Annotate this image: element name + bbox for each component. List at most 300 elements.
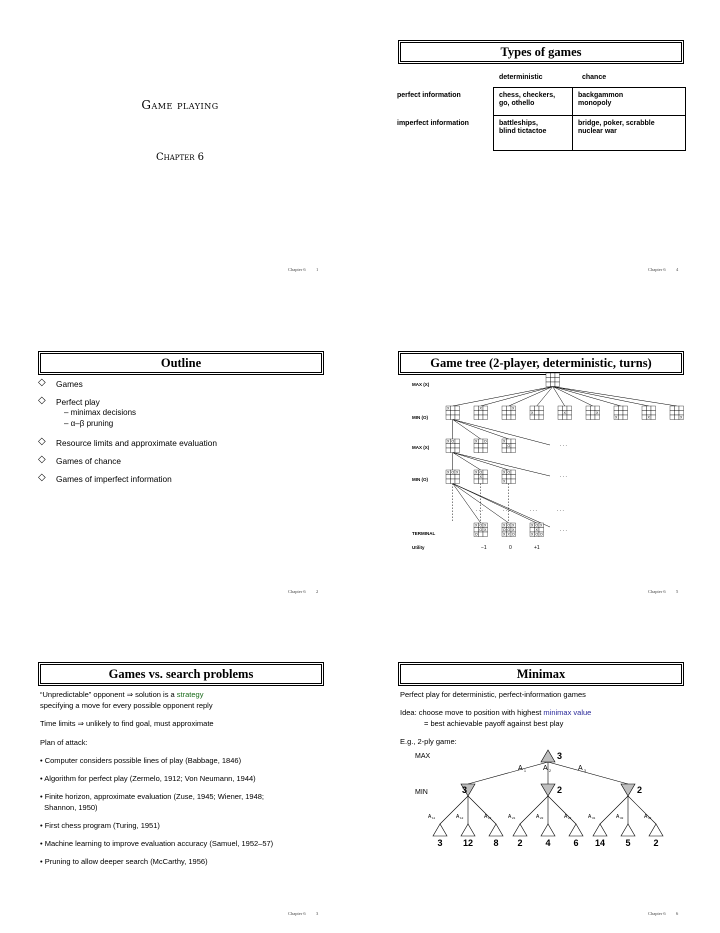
board-cell	[479, 439, 484, 444]
board-cell	[539, 411, 544, 416]
board-cell	[511, 479, 516, 484]
outline-subitem: – α–β pruning	[64, 419, 114, 428]
board-cell	[511, 470, 516, 475]
board-cell	[507, 406, 512, 411]
board-cell	[451, 475, 456, 480]
board	[558, 406, 572, 420]
tree-edge	[553, 387, 649, 407]
bullet-item: • Finite horizon, approximate evaluation (Zuse, 1945; Wiener, 1948;	[40, 792, 265, 801]
board-cell	[502, 406, 507, 411]
leaf-value: 2	[517, 838, 523, 848]
slide-3	[0, 311, 360, 622]
leaf-node-triangle	[461, 824, 475, 836]
leaf-move-label: A	[508, 814, 512, 820]
board-cell	[679, 411, 684, 416]
board-cell	[474, 444, 479, 449]
board-cell	[474, 406, 479, 411]
board-mark: X	[503, 470, 506, 475]
types-grid	[493, 87, 686, 151]
board-mark: O	[483, 439, 487, 444]
min-value: 2	[557, 785, 563, 795]
board	[474, 470, 488, 484]
leaf-node-triangle	[593, 824, 607, 836]
leaf-move-label: A	[616, 814, 620, 820]
board-cell	[642, 411, 647, 416]
board-cell	[619, 411, 624, 416]
board-cell	[511, 444, 516, 449]
board-cell	[474, 475, 479, 480]
paragraph: = best achievable payoff against best play	[424, 719, 564, 728]
board-cell	[474, 528, 479, 533]
board-cell	[623, 411, 628, 416]
leaf-move-label: A	[588, 814, 592, 820]
board	[670, 406, 684, 420]
slide-1-footer: Chapter 6	[288, 267, 306, 272]
board-mark: X	[512, 528, 515, 532]
tree-edge	[520, 796, 548, 824]
board-mark: X	[503, 479, 506, 484]
root-board	[546, 373, 560, 387]
board-cell	[483, 415, 488, 420]
board-cell	[451, 448, 456, 453]
slide-5-title: Games vs. search problems	[40, 664, 322, 684]
move-label: A	[518, 765, 523, 772]
leaf-node-triangle	[541, 824, 555, 836]
leaf-move-subscript: 33	[648, 816, 652, 820]
bullet-item: • Computer considers possible lines of play (Babbage, 1846)	[40, 756, 242, 765]
board-cell	[591, 415, 596, 420]
diamond-bullet-icon: ◇	[38, 436, 46, 447]
leaf-move-label: A	[536, 814, 540, 820]
move-subscript: 1	[524, 769, 526, 773]
board-cell	[479, 411, 484, 416]
board-cell	[586, 411, 591, 416]
leaf-move-subscript: 22	[540, 816, 544, 820]
board-cell	[451, 479, 456, 484]
board-cell	[507, 475, 512, 480]
board-cell	[614, 406, 619, 411]
board-mark: O	[539, 532, 543, 537]
text-run: Idea: choose move to position with highest	[400, 708, 544, 717]
tree-edge	[453, 484, 481, 524]
board-mark: X	[615, 415, 618, 420]
board	[446, 439, 460, 453]
outline-subitem: – minimax decisions	[64, 408, 137, 417]
board-cell	[623, 415, 628, 420]
board	[446, 406, 460, 420]
board-cell	[530, 415, 535, 420]
tree-edge	[628, 796, 656, 824]
board-mark: O	[507, 523, 511, 528]
slide-2	[360, 0, 720, 311]
board-cell	[474, 415, 479, 420]
board-mark: O	[507, 470, 511, 475]
paragraph: specifying a move for every possible opponent reply	[40, 701, 213, 710]
board-cell	[446, 475, 451, 480]
root-value: 3	[557, 751, 563, 761]
board-mark: X	[503, 532, 506, 537]
leaf-value: 5	[625, 838, 631, 848]
board-cell	[455, 444, 460, 449]
leaf-move-subscript: 11	[432, 816, 436, 820]
ellipsis: . . .	[560, 442, 567, 448]
leaf-node-triangle	[433, 824, 447, 836]
board-mark: X	[531, 523, 534, 528]
diamond-bullet-icon: ◇	[38, 472, 46, 483]
board-cell	[507, 439, 512, 444]
leaf-value: 2	[653, 838, 659, 848]
board-cell	[507, 448, 512, 453]
board-cell	[567, 411, 572, 416]
tree-edge	[453, 420, 550, 446]
board-cell	[539, 406, 544, 411]
board-cell	[479, 415, 484, 420]
board-cell	[567, 406, 572, 411]
board-cell	[479, 448, 484, 453]
board-cell	[619, 406, 624, 411]
board-mark: O	[479, 523, 483, 528]
tree-edge	[453, 387, 553, 407]
board-mark: X	[647, 415, 650, 420]
tree-edge	[468, 762, 548, 784]
outline-item: Perfect play	[56, 397, 100, 407]
board-cell	[451, 444, 456, 449]
leaf-node-triangle	[569, 824, 583, 836]
board-cell	[614, 411, 619, 416]
slide-5-page-number: 3	[316, 911, 319, 916]
minimax-tree	[400, 748, 720, 848]
move-subscript: 2	[549, 769, 551, 773]
slide-3-footer: Chapter 6	[288, 589, 306, 594]
board-mark: X	[475, 523, 478, 528]
board-cell	[455, 475, 460, 480]
min-value: 3	[462, 785, 468, 795]
move-label: A	[578, 765, 583, 772]
board-cell	[446, 448, 451, 453]
leaf-move-label: A	[428, 814, 432, 820]
board-cell	[483, 411, 488, 416]
board-mark: X	[503, 523, 506, 528]
board-mark: O	[502, 528, 506, 532]
slide-5	[0, 622, 360, 933]
ellipsis: . . .	[560, 473, 567, 479]
leaf-move-subscript: 13	[488, 816, 492, 820]
board	[502, 406, 516, 420]
board-cell	[483, 448, 488, 453]
board-cell	[563, 406, 568, 411]
outline-item: Games of chance	[56, 456, 122, 466]
board-cell	[551, 373, 556, 378]
board-cell	[647, 406, 652, 411]
board-mark: O	[479, 470, 483, 475]
board-cell	[511, 439, 516, 444]
strategy-term: strategy	[176, 690, 204, 699]
board-cell	[647, 411, 652, 416]
tree-edge	[548, 796, 576, 824]
board-cell	[555, 373, 560, 378]
tree-edge	[600, 796, 628, 824]
board-cell	[483, 470, 488, 475]
board-cell	[502, 448, 507, 453]
board-cell	[530, 406, 535, 411]
board-cell	[507, 479, 512, 484]
leaf-move-subscript: 32	[620, 816, 624, 820]
board	[446, 470, 460, 484]
board-cell	[642, 415, 647, 420]
board-mark: X	[507, 532, 510, 537]
board-cell	[502, 475, 507, 480]
board-cell	[558, 411, 563, 416]
slide-6-footer: Chapter 6	[648, 911, 666, 916]
board-mark: X	[475, 470, 478, 475]
leaf-move-label: A	[564, 814, 568, 820]
slide-3-title: Outline	[40, 353, 322, 373]
ellipsis: . . .	[530, 507, 537, 513]
board-mark: X	[475, 439, 478, 444]
tree-edge	[453, 420, 481, 440]
board-mark: X	[531, 411, 534, 415]
tree-edge	[481, 387, 553, 407]
leaf-move-subscript: 12	[460, 816, 464, 820]
board-cell	[563, 415, 568, 420]
board-mark: X	[447, 470, 450, 475]
board-cell	[675, 406, 680, 411]
board-mark: O	[507, 528, 511, 532]
slide-4-title: Game tree (2-player, deterministic, turns)	[400, 353, 682, 373]
ellipsis: . . .	[560, 527, 567, 533]
tree-edge	[468, 796, 496, 824]
row-label-perfect: perfect information	[397, 92, 461, 99]
board-cell	[535, 406, 540, 411]
slide-2-page-number: 4	[676, 267, 679, 272]
utility-value: +1	[534, 545, 540, 551]
board-cell	[591, 406, 596, 411]
tree-edge	[553, 387, 677, 407]
tree-edge	[453, 453, 509, 471]
grid-hline	[494, 115, 685, 116]
grid-vline	[572, 88, 573, 150]
bullet-item: Shannon, 1950)	[40, 803, 98, 812]
board-mark: X	[540, 523, 543, 528]
board-cell	[619, 415, 624, 420]
paragraph: Time limits ⇒ unlikely to find goal, must approximate	[40, 719, 214, 728]
board-cell	[455, 415, 460, 420]
board-mark: O	[479, 528, 483, 532]
board-mark: O	[474, 532, 478, 537]
board-cell	[591, 411, 596, 416]
leaf-value: 4	[545, 838, 551, 848]
board-cell	[474, 411, 479, 416]
board-cell	[642, 406, 647, 411]
level-label: MIN (O)	[412, 477, 428, 482]
tree-edge	[453, 453, 481, 471]
board-cell	[539, 528, 544, 533]
slide-4	[360, 311, 720, 622]
board-cell	[474, 448, 479, 453]
board-cell	[535, 411, 540, 416]
tree-edge	[453, 453, 550, 477]
board-mark: X	[484, 523, 487, 528]
board-cell	[679, 406, 684, 411]
terminal-board	[530, 523, 544, 537]
level-label: TERMINAL	[412, 531, 436, 536]
level-label: MAX (X)	[412, 445, 430, 450]
tree-edge	[509, 387, 553, 407]
board-cell	[451, 406, 456, 411]
slide-3-page-number: 2	[316, 589, 319, 594]
board	[642, 406, 656, 420]
board	[502, 439, 516, 453]
board-cell	[595, 406, 600, 411]
board-cell	[483, 479, 488, 484]
level-label: MIN (O)	[412, 415, 428, 420]
board-cell	[483, 532, 488, 537]
leaf-node-triangle	[489, 824, 503, 836]
level-label: Utility	[412, 545, 425, 550]
paragraph	[40, 690, 203, 699]
board-cell	[670, 415, 675, 420]
leaf-move-label: A	[484, 814, 488, 820]
slide-1	[0, 0, 360, 311]
outline-item: Games	[56, 379, 83, 389]
board	[614, 406, 628, 420]
ellipsis: . . .	[557, 507, 564, 513]
paragraph: E.g., 2-ply game:	[400, 737, 457, 746]
slide-6-page-number: 6	[676, 911, 679, 916]
board-cell	[567, 415, 572, 420]
board-cell	[502, 444, 507, 449]
row-label-imperfect: imperfect information	[397, 120, 469, 127]
bullet-item: • Algorithm for perfect play (Zermelo, 1912; Von Neumann, 1944)	[40, 774, 256, 783]
board-cell	[546, 382, 551, 387]
utility-value: 0	[509, 545, 512, 551]
board-cell	[586, 406, 591, 411]
board-cell	[530, 528, 535, 533]
leaf-move-subscript: 23	[568, 816, 572, 820]
leaf-node-triangle	[513, 824, 527, 836]
paragraph: Plan of attack:	[40, 738, 88, 747]
leaf-value: 8	[493, 838, 499, 848]
leaf-move-label: A	[456, 814, 460, 820]
bullet-item: • Machine learning to improve evaluation accuracy (Samuel, 1952–57)	[40, 839, 274, 848]
board-cell	[551, 382, 556, 387]
tree-edge	[453, 420, 509, 440]
board-cell	[483, 406, 488, 411]
leaf-value: 6	[573, 838, 579, 848]
slide-6-title: Minimax	[400, 664, 682, 684]
min-node-triangle	[541, 784, 555, 796]
board-cell	[502, 415, 507, 420]
min-value: 2	[637, 785, 643, 795]
terminal-board	[474, 523, 488, 537]
board-cell	[483, 444, 488, 449]
board-cell	[623, 406, 628, 411]
board-cell	[446, 444, 451, 449]
text-run: “Unpredictable” opponent ⇒ solution is a	[40, 690, 177, 699]
board-mark: X	[479, 475, 482, 479]
slide-4-page-number: 5	[676, 589, 679, 594]
board-mark: X	[479, 406, 482, 411]
board-cell	[511, 475, 516, 480]
board-cell	[555, 382, 560, 387]
leaf-value: 14	[594, 838, 606, 848]
move-label: A	[543, 765, 548, 772]
board-mark: O	[451, 470, 455, 475]
board	[474, 439, 488, 453]
board-mark: X	[447, 406, 450, 411]
board-cell	[539, 415, 544, 420]
slide-6	[360, 622, 720, 933]
diamond-bullet-icon: ◇	[38, 395, 46, 406]
leaf-move-subscript: 31	[592, 816, 596, 820]
board-cell	[507, 415, 512, 420]
board-cell	[535, 415, 540, 420]
board-mark: O	[507, 444, 511, 448]
board-cell	[455, 439, 460, 444]
slide-1-title: Game playing	[141, 98, 219, 112]
cell-perfect-deterministic: chess, checkers, go, othello	[499, 92, 556, 107]
cell-imperfect-deterministic: battleships, blind tictactoe	[499, 120, 547, 135]
board-cell	[670, 406, 675, 411]
leaf-value: 12	[462, 838, 474, 848]
max-node-triangle	[541, 750, 555, 762]
cell-perfect-chance: backgammon monopoly	[578, 92, 624, 107]
cell-imperfect-chance: bridge, poker, scrabble nuclear war	[578, 120, 655, 135]
tree-edge	[548, 762, 628, 784]
board-cell	[474, 479, 479, 484]
tree-edge	[537, 387, 553, 407]
board-cell	[586, 415, 591, 420]
board-cell	[511, 411, 516, 416]
outline-item: Resource limits and approximate evaluation	[56, 438, 217, 448]
board-cell	[651, 415, 656, 420]
board-cell	[675, 411, 680, 416]
leaf-move-label: A	[644, 814, 648, 820]
board-cell	[507, 411, 512, 416]
board-cell	[455, 411, 460, 416]
slide-2-title: Types of games	[400, 42, 682, 62]
board-mark: O	[511, 532, 515, 537]
max-label: MAX	[415, 753, 431, 760]
slide-2-footer: Chapter 6	[648, 267, 666, 272]
board-cell	[455, 406, 460, 411]
board-cell	[670, 411, 675, 416]
board-mark: X	[456, 470, 459, 475]
board-mark: X	[531, 532, 534, 537]
bullet-item: • First chess program (Turing, 1951)	[40, 821, 160, 830]
terminal-board	[502, 523, 516, 537]
board-cell	[455, 448, 460, 453]
slide-5-footer: Chapter 6	[288, 911, 306, 916]
col-header-chance: chance	[582, 74, 607, 81]
board-mark: X	[680, 415, 683, 420]
board-cell	[451, 415, 456, 420]
board-cell	[546, 378, 551, 383]
board-mark: X	[484, 528, 487, 532]
board-mark: X	[503, 439, 506, 444]
col-header-deterministic: deterministic	[499, 74, 543, 81]
board	[530, 406, 544, 420]
board-cell	[502, 411, 507, 416]
tree-edge	[453, 484, 550, 528]
board-cell	[651, 406, 656, 411]
board-mark: X	[596, 411, 599, 415]
board-cell	[446, 411, 451, 416]
min-node-triangle	[621, 784, 635, 796]
board-mark: O	[535, 523, 539, 528]
board	[586, 406, 600, 420]
board-cell	[558, 406, 563, 411]
